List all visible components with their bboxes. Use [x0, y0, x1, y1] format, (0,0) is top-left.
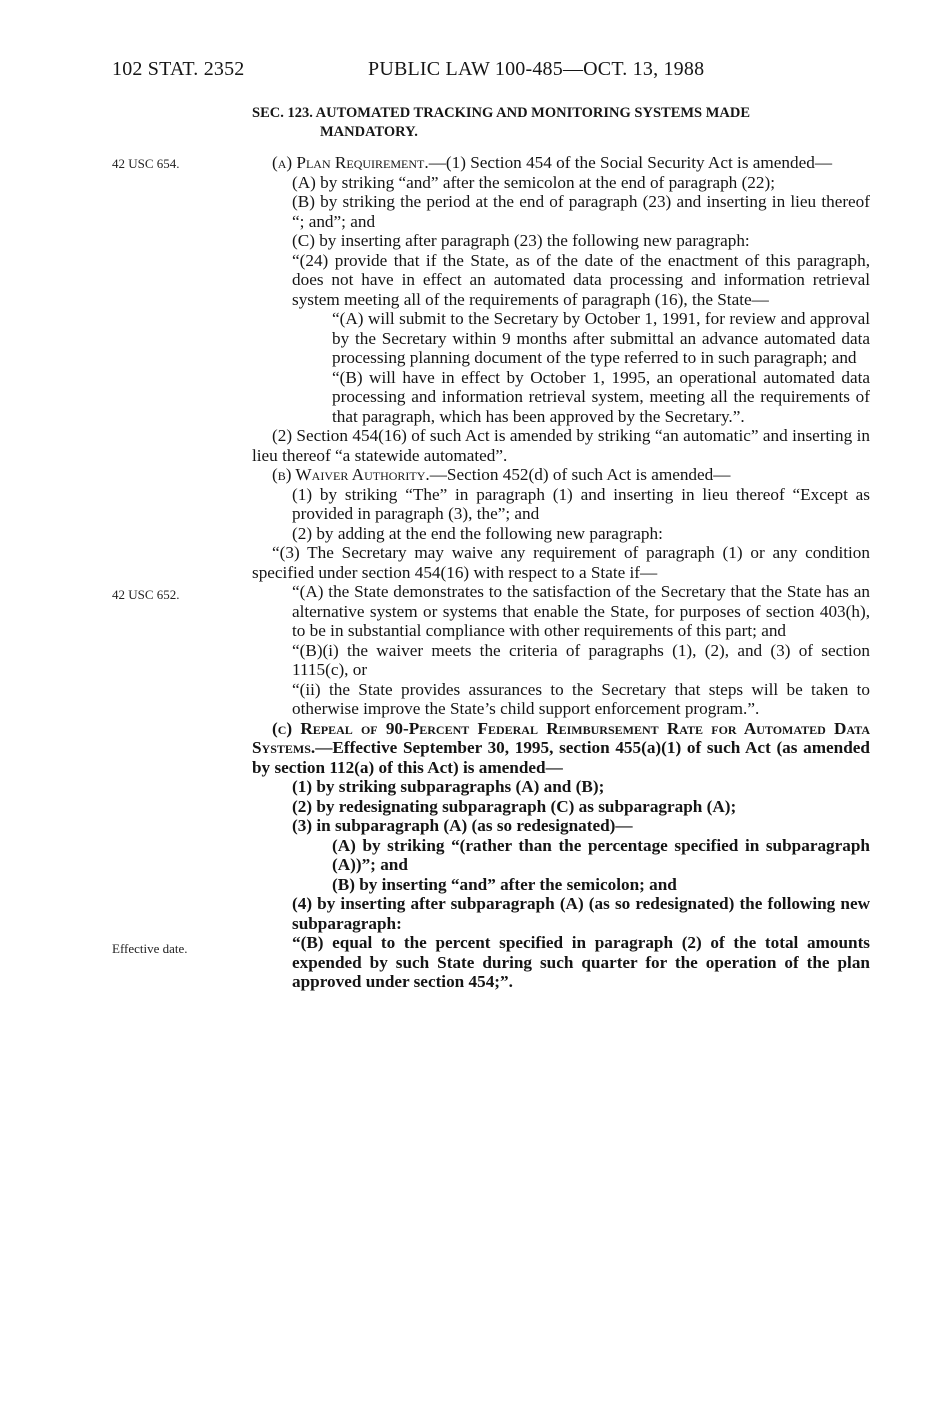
subsection-c-intro-text: —Effective September 30, 1995, section 455(a)(1) of such Act (as amended by section 112(a) of this Act) is amended— [252, 738, 870, 777]
clause-a-B: (B) by striking the period at the end of paragraph (23) and inserting in lieu thereof “; and”; and [292, 192, 870, 231]
subsection-b-heading: (b) Waiver Authority. [272, 465, 430, 484]
page-stat-number: 102 STAT. 2352 [112, 58, 245, 80]
subsection-c-intro [252, 719, 870, 778]
quoted-paragraph-24-A: “(A) will submit to the Secretary by October 1, 1991, for review and approval by the Secretary within 9 months after submittal an advance automated data processing planning document of the type referred to in such paragraph; and [332, 309, 870, 367]
quoted-subparagraph-B: “(B) equal to the percent specified in paragraph (2) of the total amounts expended by such State during such quarter for the operation of the plan approved under section 454;”. [292, 933, 870, 991]
margin-citation-654: 42 USC 654. [112, 156, 180, 171]
subsection-b-intro-text: —Section 452(d) of such Act is amended— [429, 465, 731, 484]
section-body [252, 104, 870, 992]
clause-c-2: (2) by redesignating subparagraph (C) as subparagraph (A); [292, 796, 737, 816]
running-header: PUBLIC LAW 100-485—OCT. 13, 1988 [368, 58, 705, 80]
section-title-line2: MANDATORY. [320, 123, 418, 140]
clause-c-3-A: (A) by striking “(rather than the percentage specified in subparagraph (A))”; and [332, 835, 870, 874]
clause-a-A: (A) by striking “and” after the semicolon at the end of paragraph (22); [292, 172, 775, 192]
clause-c-4: (4) by inserting after subparagraph (A) (as so redesignated) the following new subparagraph: [292, 894, 870, 933]
subsection-a-intro-text: —(1) Section 454 of the Social Security Act is amended— [428, 153, 833, 172]
subsection-b-intro [252, 465, 870, 485]
clause-b-1: (1) by striking “The” in paragraph (1) and inserting in lieu thereof “Except as provided in paragraph (3), the”; and [292, 484, 870, 523]
margin-citation-652: 42 USC 652. [112, 587, 180, 602]
clause-c-3: (3) in subparagraph (A) (as so redesignated)— [292, 816, 633, 835]
quoted-paragraph-24: “(24) provide that if the State, as of the date of the enactment of this paragraph, does not have in effect an automated data processing and information retrieval system meeting all of the requirements of paragraph (16), the State— [292, 250, 870, 309]
clause-c-1: (1) by striking subparagraphs (A) and (B); [292, 777, 605, 796]
quoted-paragraph-3-B-i: “(B)(i) the waiver meets the criteria of paragraphs (1), (2), and (3) of section 1115(c), or [292, 640, 870, 679]
clause-c-3-B: (B) by inserting “and” after the semicolon; and [332, 874, 677, 894]
clause-b-2: (2) by adding at the end the following new paragraph: [292, 523, 663, 543]
quoted-paragraph-3-B-ii: “(ii) the State provides assurances to the Secretary that steps will be taken to otherwise improve the State’s child support enforcement program.”. [292, 679, 870, 718]
subsection-c-heading: (c) Repeal of 90-Percent Federal Reimbursement Rate for Automated Data Systems. [252, 718, 870, 757]
section-title-line1: SEC. 123. AUTOMATED TRACKING AND MONITORING SYSTEMS MADE [252, 105, 751, 121]
quoted-paragraph-3: “(3) The Secretary may waive any requirement of paragraph (1) or any condition specified under section 454(16) with respect to a State if— [252, 543, 870, 582]
margin-effective-date: Effective date. [112, 941, 188, 956]
quoted-paragraph-3-A: “(A) the State demonstrates to the satisfaction of the Secretary that the State has an alternative system or systems that enable the State, for purposes of section 403(h), to be in substantial compliance with other requirements of this part; and [292, 582, 870, 640]
quoted-paragraph-24-B: “(B) will have in effect by October 1, 1995, an operational automated data processing and information retrieval system, meeting all the requirements of that paragraph, which has been approved by the Secretary.”. [332, 367, 870, 426]
clause-a-C: (C) by inserting after paragraph (23) the following new paragraph: [292, 231, 750, 250]
paragraph-a-2: (2) Section 454(16) of such Act is amended by striking “an automatic” and inserting in lieu thereof “a statewide automated”. [252, 426, 870, 465]
subsection-a-intro [252, 153, 870, 173]
section-title [252, 104, 870, 141]
subsection-a-heading: (a) Plan Requirement. [272, 153, 429, 172]
